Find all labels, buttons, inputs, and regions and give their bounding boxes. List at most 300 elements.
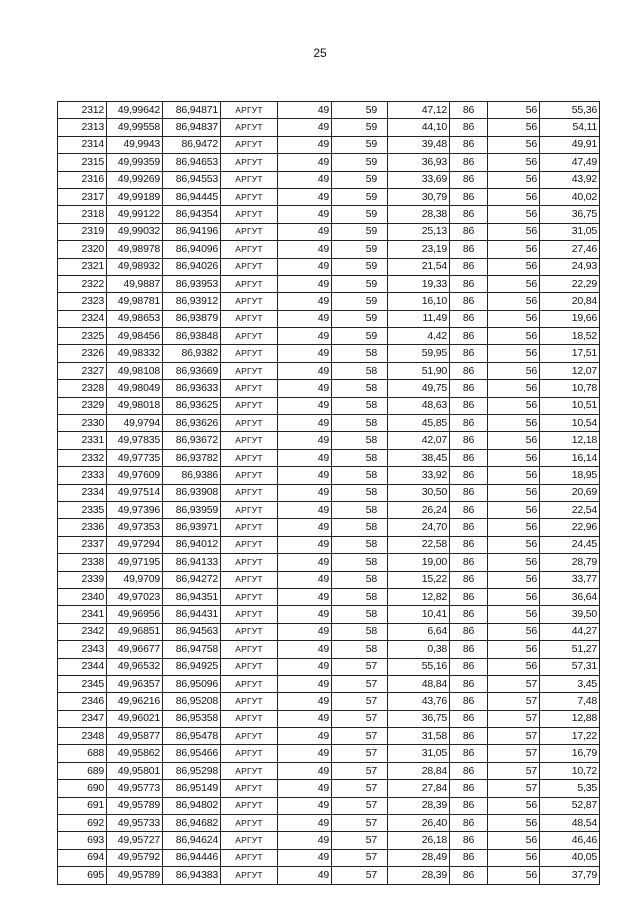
table-row (58, 171, 600, 188)
point-number-cell: 2316 (58, 171, 107, 188)
lat-degrees-cell: 49 (278, 571, 332, 588)
point-number-cell: 2324 (58, 310, 107, 327)
lat-minutes-cell: 58 (332, 415, 388, 432)
table-row (58, 102, 600, 119)
lat-seconds-cell: 4,42 (388, 328, 450, 345)
name-cell: АРГУТ (221, 136, 278, 153)
name-cell: АРГУТ (221, 641, 278, 658)
lat-minutes-cell: 57 (332, 780, 388, 797)
lon-minutes-cell: 57 (488, 675, 540, 692)
lon-seconds-cell: 49,91 (540, 136, 600, 153)
name-cell: АРГУТ (221, 867, 278, 884)
lon-seconds-cell: 31,05 (540, 223, 600, 240)
point-number-cell: 2336 (58, 519, 107, 536)
lat-minutes-cell: 59 (332, 206, 388, 223)
latitude-cell: 49,98018 (107, 397, 163, 414)
latitude-cell: 49,96677 (107, 641, 163, 658)
lat-seconds-cell: 44,10 (388, 119, 450, 136)
latitude-cell: 49,97294 (107, 536, 163, 553)
lon-minutes-cell: 56 (488, 328, 540, 345)
lon-degrees-cell: 86 (450, 328, 488, 345)
latitude-cell: 49,96216 (107, 693, 163, 710)
lon-seconds-cell: 18,52 (540, 328, 600, 345)
lat-degrees-cell: 49 (278, 241, 332, 258)
name-cell: АРГУТ (221, 849, 278, 866)
lat-seconds-cell: 26,24 (388, 501, 450, 518)
table-row (58, 606, 600, 623)
longitude-cell: 86,9472 (163, 136, 221, 153)
lon-degrees-cell: 86 (450, 310, 488, 327)
lat-minutes-cell: 59 (332, 328, 388, 345)
point-number-cell: 2334 (58, 484, 107, 501)
lat-minutes-cell: 58 (332, 519, 388, 536)
name-cell: АРГУТ (221, 415, 278, 432)
table-row (58, 867, 600, 884)
lat-degrees-cell: 49 (278, 467, 332, 484)
name-cell: АРГУТ (221, 588, 278, 605)
lon-minutes-cell: 56 (488, 102, 540, 119)
lat-minutes-cell: 57 (332, 728, 388, 745)
longitude-cell: 86,94758 (163, 641, 221, 658)
lat-degrees-cell: 49 (278, 188, 332, 205)
point-number-cell: 2341 (58, 606, 107, 623)
lon-seconds-cell: 10,54 (540, 415, 600, 432)
lon-seconds-cell: 24,93 (540, 258, 600, 275)
lat-seconds-cell: 26,18 (388, 832, 450, 849)
lon-minutes-cell: 56 (488, 171, 540, 188)
lon-minutes-cell: 56 (488, 415, 540, 432)
longitude-cell: 86,94802 (163, 797, 221, 814)
point-number-cell: 691 (58, 797, 107, 814)
latitude-cell: 49,97023 (107, 588, 163, 605)
lat-degrees-cell: 49 (278, 658, 332, 675)
longitude-cell: 86,93633 (163, 380, 221, 397)
lon-seconds-cell: 12,18 (540, 432, 600, 449)
lat-minutes-cell: 59 (332, 223, 388, 240)
lon-minutes-cell: 56 (488, 467, 540, 484)
lat-minutes-cell: 59 (332, 293, 388, 310)
lat-degrees-cell: 49 (278, 223, 332, 240)
point-number-cell: 2333 (58, 467, 107, 484)
longitude-cell: 86,93626 (163, 415, 221, 432)
longitude-cell: 86,93669 (163, 362, 221, 379)
lat-minutes-cell: 58 (332, 362, 388, 379)
name-cell: АРГУТ (221, 484, 278, 501)
lat-degrees-cell: 49 (278, 136, 332, 153)
lat-minutes-cell: 58 (332, 380, 388, 397)
latitude-cell: 49,9887 (107, 275, 163, 292)
lon-degrees-cell: 86 (450, 519, 488, 536)
lat-seconds-cell: 38,45 (388, 449, 450, 466)
lat-minutes-cell: 58 (332, 432, 388, 449)
lat-seconds-cell: 39,48 (388, 136, 450, 153)
latitude-cell: 49,9709 (107, 571, 163, 588)
lon-minutes-cell: 56 (488, 380, 540, 397)
table-row (58, 815, 600, 832)
lat-degrees-cell: 49 (278, 797, 332, 814)
lon-minutes-cell: 56 (488, 293, 540, 310)
lon-seconds-cell: 40,02 (540, 188, 600, 205)
name-cell: АРГУТ (221, 501, 278, 518)
lon-minutes-cell: 56 (488, 275, 540, 292)
name-cell: АРГУТ (221, 258, 278, 275)
table-row (58, 536, 600, 553)
lon-minutes-cell: 56 (488, 867, 540, 884)
point-number-cell: 2318 (58, 206, 107, 223)
name-cell: АРГУТ (221, 293, 278, 310)
lon-degrees-cell: 86 (450, 484, 488, 501)
name-cell: АРГУТ (221, 519, 278, 536)
lat-minutes-cell: 57 (332, 675, 388, 692)
longitude-cell: 86,94096 (163, 241, 221, 258)
lat-seconds-cell: 28,39 (388, 867, 450, 884)
point-number-cell: 2317 (58, 188, 107, 205)
lon-minutes-cell: 56 (488, 501, 540, 518)
lon-minutes-cell: 56 (488, 797, 540, 814)
point-number-cell: 2344 (58, 658, 107, 675)
lat-degrees-cell: 49 (278, 641, 332, 658)
longitude-cell: 86,93953 (163, 275, 221, 292)
lon-degrees-cell: 86 (450, 362, 488, 379)
name-cell: АРГУТ (221, 554, 278, 571)
longitude-cell: 86,95466 (163, 745, 221, 762)
lon-degrees-cell: 86 (450, 467, 488, 484)
lat-minutes-cell: 58 (332, 397, 388, 414)
point-number-cell: 2339 (58, 571, 107, 588)
name-cell: АРГУТ (221, 310, 278, 327)
name-cell: АРГУТ (221, 728, 278, 745)
lon-seconds-cell: 10,51 (540, 397, 600, 414)
lon-minutes-cell: 56 (488, 449, 540, 466)
lon-degrees-cell: 86 (450, 241, 488, 258)
lon-seconds-cell: 7,48 (540, 693, 600, 710)
lat-seconds-cell: 33,92 (388, 467, 450, 484)
lon-seconds-cell: 52,87 (540, 797, 600, 814)
lat-seconds-cell: 31,05 (388, 745, 450, 762)
longitude-cell: 86,93959 (163, 501, 221, 518)
point-number-cell: 690 (58, 780, 107, 797)
latitude-cell: 49,98932 (107, 258, 163, 275)
lon-degrees-cell: 86 (450, 380, 488, 397)
lon-degrees-cell: 86 (450, 815, 488, 832)
lon-minutes-cell: 56 (488, 223, 540, 240)
lon-minutes-cell: 56 (488, 658, 540, 675)
lat-degrees-cell: 49 (278, 815, 332, 832)
lon-degrees-cell: 86 (450, 293, 488, 310)
lon-degrees-cell: 86 (450, 449, 488, 466)
longitude-cell: 86,95208 (163, 693, 221, 710)
latitude-cell: 49,95789 (107, 867, 163, 884)
lon-seconds-cell: 12,88 (540, 710, 600, 727)
longitude-cell: 86,94653 (163, 154, 221, 171)
lat-degrees-cell: 49 (278, 762, 332, 779)
point-number-cell: 2321 (58, 258, 107, 275)
lon-degrees-cell: 86 (450, 154, 488, 171)
lat-minutes-cell: 58 (332, 641, 388, 658)
name-cell: АРГУТ (221, 762, 278, 779)
latitude-cell: 49,99558 (107, 119, 163, 136)
longitude-cell: 86,95478 (163, 728, 221, 745)
lat-degrees-cell: 49 (278, 780, 332, 797)
lon-degrees-cell: 86 (450, 797, 488, 814)
lon-minutes-cell: 57 (488, 745, 540, 762)
lat-minutes-cell: 58 (332, 606, 388, 623)
table-row (58, 345, 600, 362)
lon-seconds-cell: 55,36 (540, 102, 600, 119)
lon-minutes-cell: 56 (488, 136, 540, 153)
table-row (58, 449, 600, 466)
lat-seconds-cell: 30,50 (388, 484, 450, 501)
lat-minutes-cell: 59 (332, 258, 388, 275)
lon-seconds-cell: 39,50 (540, 606, 600, 623)
lon-minutes-cell: 56 (488, 345, 540, 362)
lat-minutes-cell: 57 (332, 693, 388, 710)
lon-minutes-cell: 57 (488, 780, 540, 797)
lon-degrees-cell: 86 (450, 188, 488, 205)
lon-minutes-cell: 56 (488, 554, 540, 571)
lon-seconds-cell: 20,69 (540, 484, 600, 501)
longitude-cell: 86,94026 (163, 258, 221, 275)
lon-seconds-cell: 16,79 (540, 745, 600, 762)
longitude-cell: 86,94431 (163, 606, 221, 623)
name-cell: АРГУТ (221, 675, 278, 692)
lon-seconds-cell: 48,54 (540, 815, 600, 832)
table-row (58, 380, 600, 397)
longitude-cell: 86,93912 (163, 293, 221, 310)
latitude-cell: 49,98049 (107, 380, 163, 397)
table-row (58, 188, 600, 205)
name-cell: АРГУТ (221, 797, 278, 814)
lat-seconds-cell: 30,79 (388, 188, 450, 205)
longitude-cell: 86,94133 (163, 554, 221, 571)
lon-minutes-cell: 57 (488, 693, 540, 710)
lat-degrees-cell: 49 (278, 484, 332, 501)
lon-degrees-cell: 86 (450, 762, 488, 779)
lat-degrees-cell: 49 (278, 293, 332, 310)
lat-degrees-cell: 49 (278, 432, 332, 449)
lat-degrees-cell: 49 (278, 710, 332, 727)
lon-degrees-cell: 86 (450, 675, 488, 692)
lat-degrees-cell: 49 (278, 832, 332, 849)
table-row (58, 136, 600, 153)
name-cell: АРГУТ (221, 467, 278, 484)
lon-minutes-cell: 56 (488, 849, 540, 866)
lat-seconds-cell: 16,10 (388, 293, 450, 310)
longitude-cell: 86,95358 (163, 710, 221, 727)
lat-minutes-cell: 58 (332, 449, 388, 466)
latitude-cell: 49,97396 (107, 501, 163, 518)
lon-degrees-cell: 86 (450, 849, 488, 866)
lat-minutes-cell: 59 (332, 119, 388, 136)
table-row (58, 293, 600, 310)
lon-minutes-cell: 57 (488, 710, 540, 727)
lat-seconds-cell: 19,00 (388, 554, 450, 571)
lon-seconds-cell: 19,66 (540, 310, 600, 327)
lat-degrees-cell: 49 (278, 554, 332, 571)
point-number-cell: 2338 (58, 554, 107, 571)
lon-minutes-cell: 56 (488, 623, 540, 640)
longitude-cell: 86,93625 (163, 397, 221, 414)
lat-seconds-cell: 49,75 (388, 380, 450, 397)
name-cell: АРГУТ (221, 397, 278, 414)
latitude-cell: 49,98332 (107, 345, 163, 362)
longitude-cell: 86,95096 (163, 675, 221, 692)
lon-minutes-cell: 56 (488, 241, 540, 258)
name-cell: АРГУТ (221, 345, 278, 362)
point-number-cell: 2340 (58, 588, 107, 605)
longitude-cell: 86,94563 (163, 623, 221, 640)
lon-degrees-cell: 86 (450, 206, 488, 223)
lon-minutes-cell: 56 (488, 571, 540, 588)
name-cell: АРГУТ (221, 571, 278, 588)
lat-seconds-cell: 55,16 (388, 658, 450, 675)
table-row (58, 501, 600, 518)
longitude-cell: 86,94871 (163, 102, 221, 119)
lat-seconds-cell: 19,33 (388, 275, 450, 292)
lon-seconds-cell: 17,22 (540, 728, 600, 745)
lat-seconds-cell: 48,84 (388, 675, 450, 692)
lon-minutes-cell: 57 (488, 762, 540, 779)
name-cell: АРГУТ (221, 380, 278, 397)
lat-degrees-cell: 49 (278, 380, 332, 397)
lat-seconds-cell: 51,90 (388, 362, 450, 379)
lat-seconds-cell: 36,93 (388, 154, 450, 171)
point-number-cell: 694 (58, 849, 107, 866)
latitude-cell: 49,99359 (107, 154, 163, 171)
lon-minutes-cell: 56 (488, 154, 540, 171)
latitude-cell: 49,99189 (107, 188, 163, 205)
point-number-cell: 2332 (58, 449, 107, 466)
lat-seconds-cell: 15,22 (388, 571, 450, 588)
lat-degrees-cell: 49 (278, 536, 332, 553)
table-row (58, 571, 600, 588)
lon-degrees-cell: 86 (450, 258, 488, 275)
latitude-cell: 49,99269 (107, 171, 163, 188)
lat-seconds-cell: 21,54 (388, 258, 450, 275)
lon-minutes-cell: 56 (488, 641, 540, 658)
table-row (58, 223, 600, 240)
lat-minutes-cell: 57 (332, 797, 388, 814)
longitude-cell: 86,9386 (163, 467, 221, 484)
lat-degrees-cell: 49 (278, 449, 332, 466)
latitude-cell: 49,97195 (107, 554, 163, 571)
lat-seconds-cell: 47,12 (388, 102, 450, 119)
lon-seconds-cell: 46,46 (540, 832, 600, 849)
table-row (58, 415, 600, 432)
lon-seconds-cell: 51,27 (540, 641, 600, 658)
lon-minutes-cell: 56 (488, 432, 540, 449)
name-cell: АРГУТ (221, 241, 278, 258)
latitude-cell: 49,95733 (107, 815, 163, 832)
point-number-cell: 2327 (58, 362, 107, 379)
latitude-cell: 49,98456 (107, 328, 163, 345)
table-row (58, 588, 600, 605)
name-cell: АРГУТ (221, 832, 278, 849)
lat-degrees-cell: 49 (278, 154, 332, 171)
lat-seconds-cell: 59,95 (388, 345, 450, 362)
lon-seconds-cell: 5,35 (540, 780, 600, 797)
latitude-cell: 49,98653 (107, 310, 163, 327)
lat-minutes-cell: 59 (332, 154, 388, 171)
table-row (58, 641, 600, 658)
lon-degrees-cell: 86 (450, 275, 488, 292)
name-cell: АРГУТ (221, 102, 278, 119)
point-number-cell: 2343 (58, 641, 107, 658)
name-cell: АРГУТ (221, 154, 278, 171)
point-number-cell: 2326 (58, 345, 107, 362)
point-number-cell: 689 (58, 762, 107, 779)
longitude-cell: 86,93782 (163, 449, 221, 466)
point-number-cell: 2345 (58, 675, 107, 692)
longitude-cell: 86,94351 (163, 588, 221, 605)
point-number-cell: 2329 (58, 397, 107, 414)
name-cell: АРГУТ (221, 658, 278, 675)
lat-degrees-cell: 49 (278, 693, 332, 710)
lon-minutes-cell: 56 (488, 606, 540, 623)
lon-minutes-cell: 57 (488, 728, 540, 745)
lat-seconds-cell: 28,38 (388, 206, 450, 223)
lat-seconds-cell: 28,49 (388, 849, 450, 866)
lon-minutes-cell: 56 (488, 310, 540, 327)
name-cell: АРГУТ (221, 188, 278, 205)
latitude-cell: 49,95801 (107, 762, 163, 779)
latitude-cell: 49,96357 (107, 675, 163, 692)
longitude-cell: 86,94196 (163, 223, 221, 240)
longitude-cell: 86,94383 (163, 867, 221, 884)
name-cell: АРГУТ (221, 223, 278, 240)
lat-minutes-cell: 59 (332, 136, 388, 153)
point-number-cell: 2314 (58, 136, 107, 153)
lon-degrees-cell: 86 (450, 728, 488, 745)
lat-seconds-cell: 33,69 (388, 171, 450, 188)
longitude-cell: 86,93848 (163, 328, 221, 345)
lat-minutes-cell: 57 (332, 710, 388, 727)
table-row (58, 432, 600, 449)
lon-degrees-cell: 86 (450, 223, 488, 240)
table-row (58, 554, 600, 571)
lon-degrees-cell: 86 (450, 397, 488, 414)
lon-minutes-cell: 56 (488, 536, 540, 553)
name-cell: АРГУТ (221, 745, 278, 762)
table-row (58, 693, 600, 710)
latitude-cell: 49,97835 (107, 432, 163, 449)
lat-seconds-cell: 12,82 (388, 588, 450, 605)
lat-seconds-cell: 28,84 (388, 762, 450, 779)
name-cell: АРГУТ (221, 606, 278, 623)
table-row (58, 397, 600, 414)
lon-degrees-cell: 86 (450, 136, 488, 153)
lat-minutes-cell: 58 (332, 501, 388, 518)
lat-degrees-cell: 49 (278, 415, 332, 432)
name-cell: АРГУТ (221, 623, 278, 640)
name-cell: АРГУТ (221, 275, 278, 292)
name-cell: АРГУТ (221, 432, 278, 449)
lon-minutes-cell: 56 (488, 815, 540, 832)
latitude-cell: 49,95789 (107, 797, 163, 814)
longitude-cell: 86,93879 (163, 310, 221, 327)
name-cell: АРГУТ (221, 119, 278, 136)
lat-minutes-cell: 57 (332, 849, 388, 866)
table-row (58, 675, 600, 692)
latitude-cell: 49,96532 (107, 658, 163, 675)
lat-seconds-cell: 25,13 (388, 223, 450, 240)
table-row (58, 832, 600, 849)
lat-degrees-cell: 49 (278, 206, 332, 223)
longitude-cell: 86,95298 (163, 762, 221, 779)
table-row (58, 467, 600, 484)
longitude-cell: 86,9382 (163, 345, 221, 362)
table-row (58, 310, 600, 327)
